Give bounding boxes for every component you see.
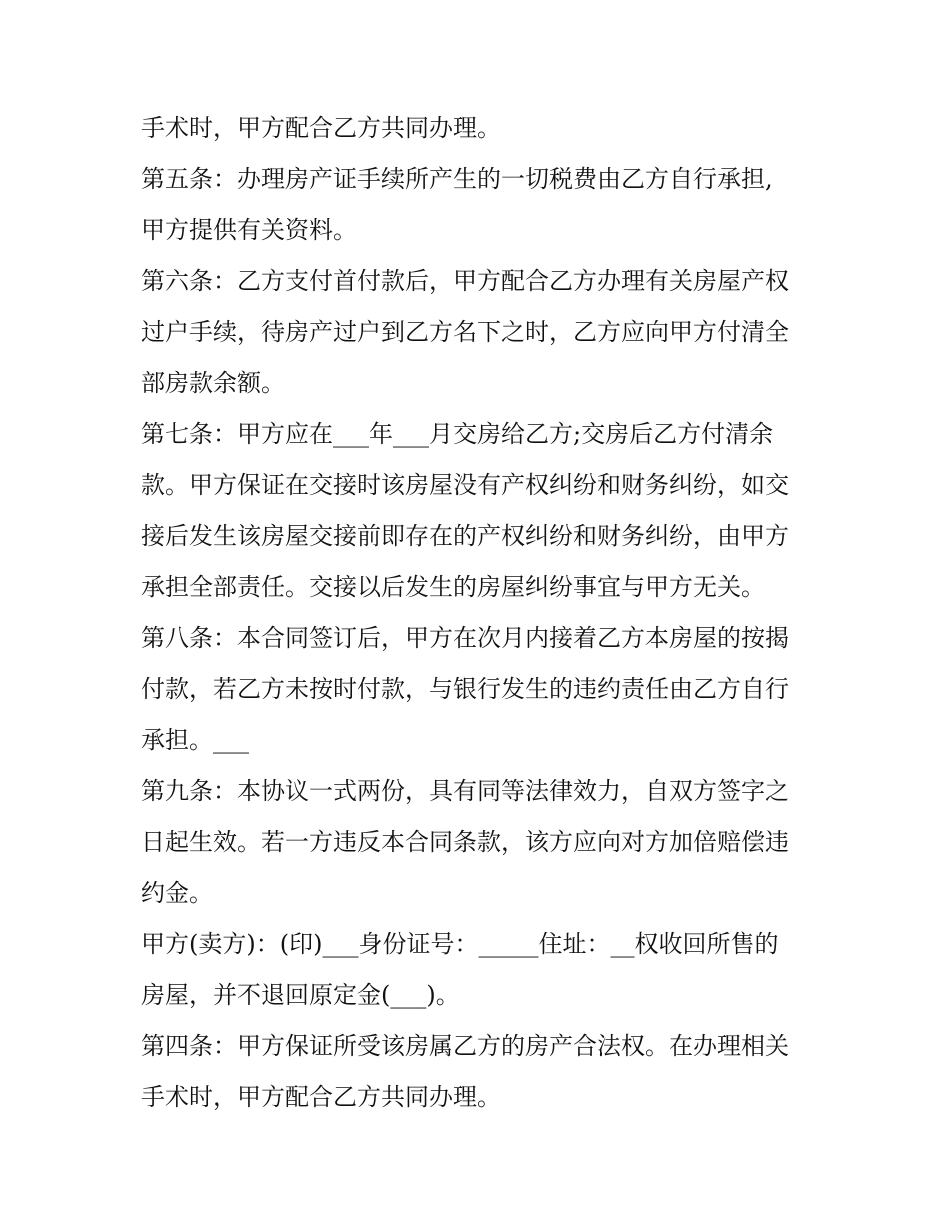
text-line: 第八条：本合同签订后，甲方在次月内接着乙方本房屋的按揭 — [141, 624, 789, 652]
text-line: 约金。 — [141, 879, 213, 907]
text-line: 房屋，并不退回原定金(___)。 — [141, 981, 460, 1009]
text-line: 款。甲方保证在交接时该房屋没有产权纠纷和财务纠纷，如交 — [141, 471, 789, 499]
text-line: 手术时，甲方配合乙方共同办理。 — [141, 114, 501, 142]
text-line: 第六条：乙方支付首付款后，甲方配合乙方办理有关房屋产权 — [141, 267, 789, 295]
text-line: 第九条：本协议一式两份，具有同等法律效力，自双方签字之 — [141, 777, 789, 805]
text-line: 第五条：办理房产证手续所产生的一切税费由乙方自行承担, — [141, 165, 773, 193]
text-line: 付款，若乙方未按时付款，与银行发生的违约责任由乙方自行 — [141, 675, 789, 703]
text-line: 接后发生该房屋交接前即存在的产权纠纷和财务纠纷，由甲方 — [141, 522, 789, 550]
text-line: 过户手续，待房产过户到乙方名下之时，乙方应向甲方付清全 — [141, 318, 789, 346]
text-line: 承担。___ — [141, 726, 249, 754]
text-line: 第四条：甲方保证所受该房属乙方的房产合法权。在办理相关 — [141, 1032, 789, 1060]
text-line: 手术时，甲方配合乙方共同办理。 — [141, 1083, 501, 1111]
text-line: 第七条：甲方应在___年___月交房给乙方;交房后乙方付清余 — [141, 420, 774, 448]
text-line: 承担全部责任。交接以后发生的房屋纠纷事宜与甲方无关。 — [141, 573, 765, 601]
text-line: 部房款余额。 — [141, 369, 285, 397]
text-line: 甲方(卖方)：(印)___身份证号：_____住址：__权收回所售的 — [141, 930, 779, 958]
text-line: 甲方提供有关资料。 — [141, 216, 357, 244]
text-line: 日起生效。若一方违反本合同条款，该方应向对方加倍赔偿违 — [141, 828, 789, 856]
